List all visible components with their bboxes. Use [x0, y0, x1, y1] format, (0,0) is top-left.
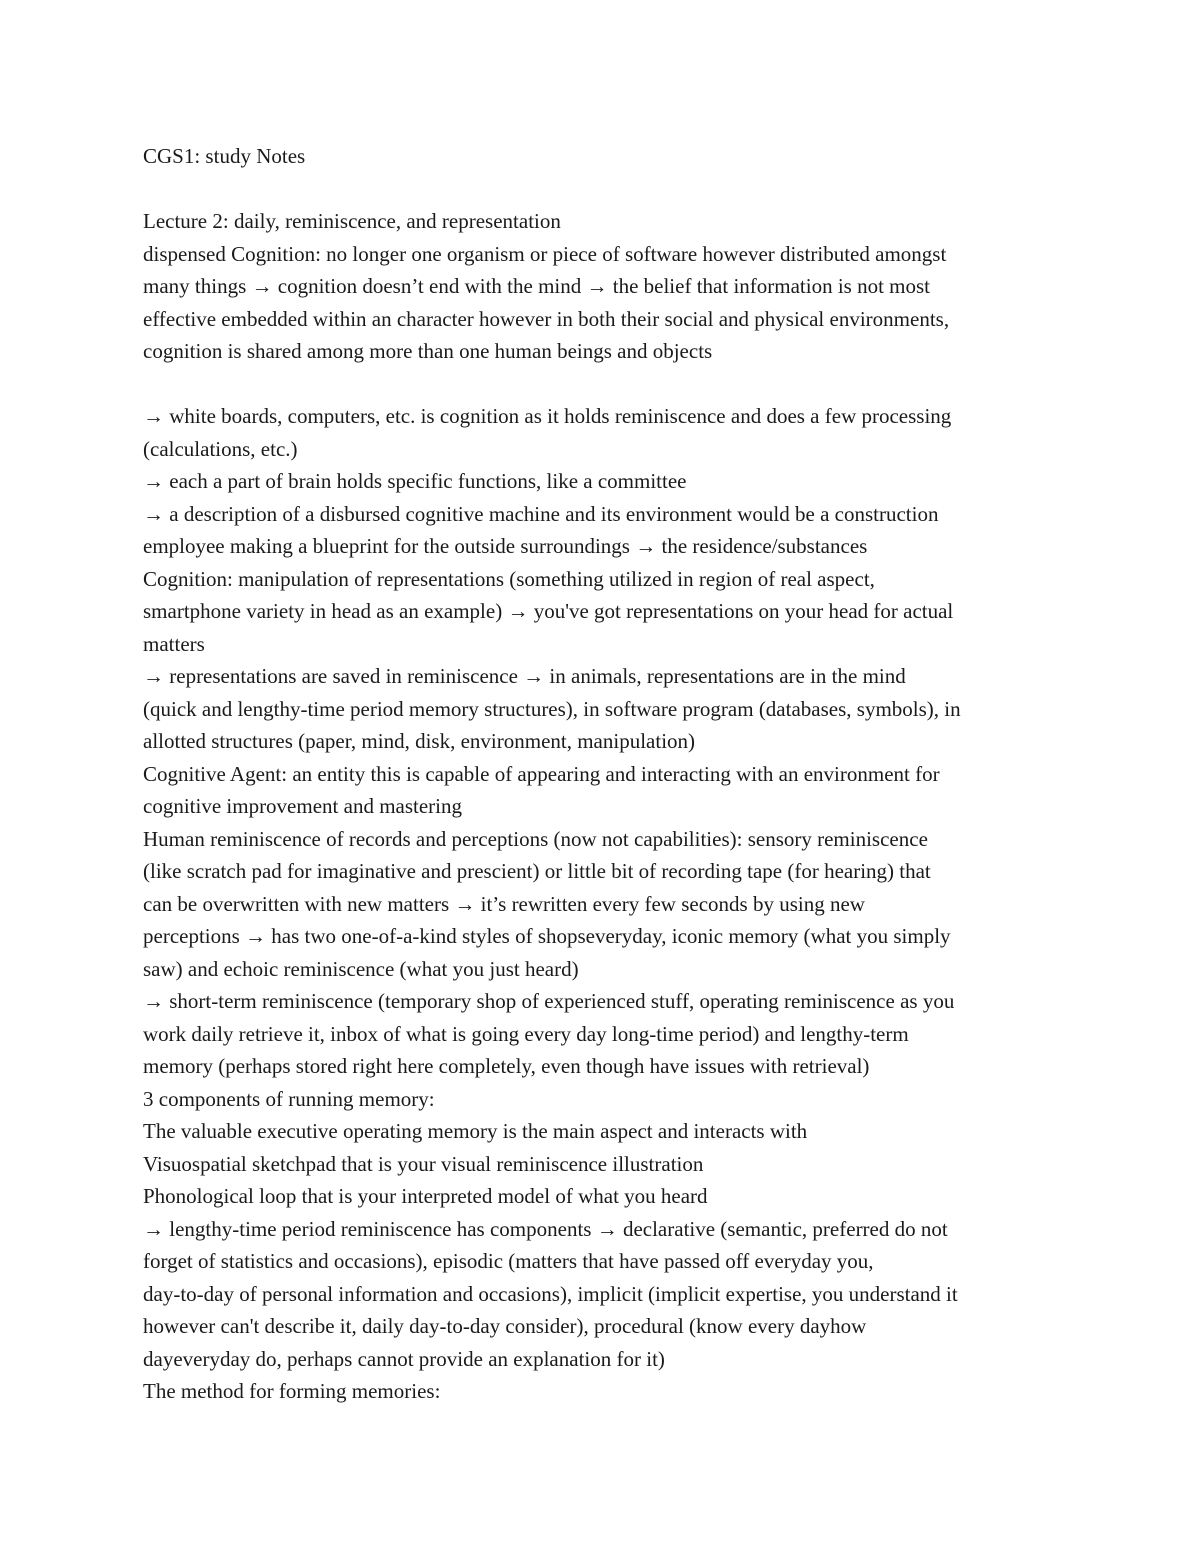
text-line: → short-term reminiscence (temporary shop of experienced stuff, operating reminiscence as you [143, 989, 955, 1013]
blank-line [143, 173, 1083, 206]
text-line: (like scratch pad for imaginative and prescient) or little bit of recording tape (for hearing) that [143, 859, 931, 883]
document-body [143, 140, 1083, 1408]
text-line: can be overwritten with new matters → it’s rewritten every few seconds by using new [143, 891, 865, 916]
text-line: however can't describe it, daily day-to-day consider), procedural (know every dayhow [143, 1314, 867, 1338]
text-line: memory (perhaps stored right here completely, even though have issues with retrieval) [143, 1054, 870, 1078]
text-line: (calculations, etc.) [143, 436, 298, 461]
text-line: (quick and lengthy-time period memory structures), in software program (databases, symbols), in [143, 696, 961, 721]
text-line: → a description of a disbursed cognitive machine and its environment would be a construction [143, 501, 939, 526]
text-line: matters [143, 631, 205, 656]
text-line: employee making a blueprint for the outside surroundings → the residence/substances [143, 534, 868, 558]
text-line: effective embedded within an character however in both their social and physical environments, [143, 306, 950, 331]
text-line: dispensed Cognition: no longer one organism or piece of software however distributed amongst [143, 241, 947, 266]
text-line: Cognitive Agent: an entity this is capable of appearing and interacting with an environment for [143, 761, 940, 786]
text-line: dayeveryday do, perhaps cannot provide an explanation for it) [143, 1346, 665, 1371]
text-line: allotted structures (paper, mind, disk, environment, manipulation) [143, 729, 696, 753]
text-line: Human reminiscence of records and perceptions (now not capabilities): sensory reminiscence [143, 826, 928, 851]
text-line: cognitive improvement and mastering [143, 794, 462, 818]
text-line: Phonological loop that is your interpreted model of what you heard [143, 1184, 708, 1208]
text-line: The valuable executive operating memory is the main aspect and interacts with [143, 1119, 808, 1143]
text-line: Cognition: manipulation of representations (something utilized in region of real aspect, [143, 566, 875, 591]
text-line: perceptions → has two one-of-a-kind styles of shopseveryday, iconic memory (what you simply [143, 924, 951, 948]
text-line: 3 components of running memory: [143, 1086, 435, 1111]
text-line: smartphone variety in head as an example) → you've got representations on your head for actual [143, 599, 954, 623]
text-line: forget of statistics and occasions), episodic (matters that have passed off everyday you, [143, 1249, 874, 1273]
text-line: The method for forming memories: [143, 1379, 441, 1403]
text-line: cognition is shared among more than one human beings and objects [143, 339, 713, 363]
text-line: day-to-day of personal information and occasions), implicit (implicit expertise, you understand it [143, 1281, 958, 1306]
text-line: → each a part of brain holds specific functions, like a committee [143, 469, 687, 493]
blank-line [143, 368, 1083, 401]
text-line: → lengthy-time period reminiscence has components → declarative (semantic, preferred do not [143, 1216, 948, 1241]
text-line: work daily retrieve it, inbox of what is going every day long-time period) and lengthy-term [143, 1021, 909, 1046]
text-line: Visuospatial sketchpad that is your visual reminiscence illustration [143, 1151, 704, 1176]
document-title: CGS1: study Notes [143, 144, 306, 168]
text-line: → representations are saved in reminiscence → in animals, representations are in the mind [143, 664, 906, 688]
text-line: saw) and echoic reminiscence (what you just heard) [143, 956, 579, 981]
text-line: many things → cognition doesn’t end with the mind → the belief that information is not most [143, 274, 931, 298]
lecture-heading: Lecture 2: daily, reminiscence, and representation [143, 209, 561, 233]
text-line: → white boards, computers, etc. is cognition as it holds reminiscence and does a few processing [143, 404, 952, 428]
